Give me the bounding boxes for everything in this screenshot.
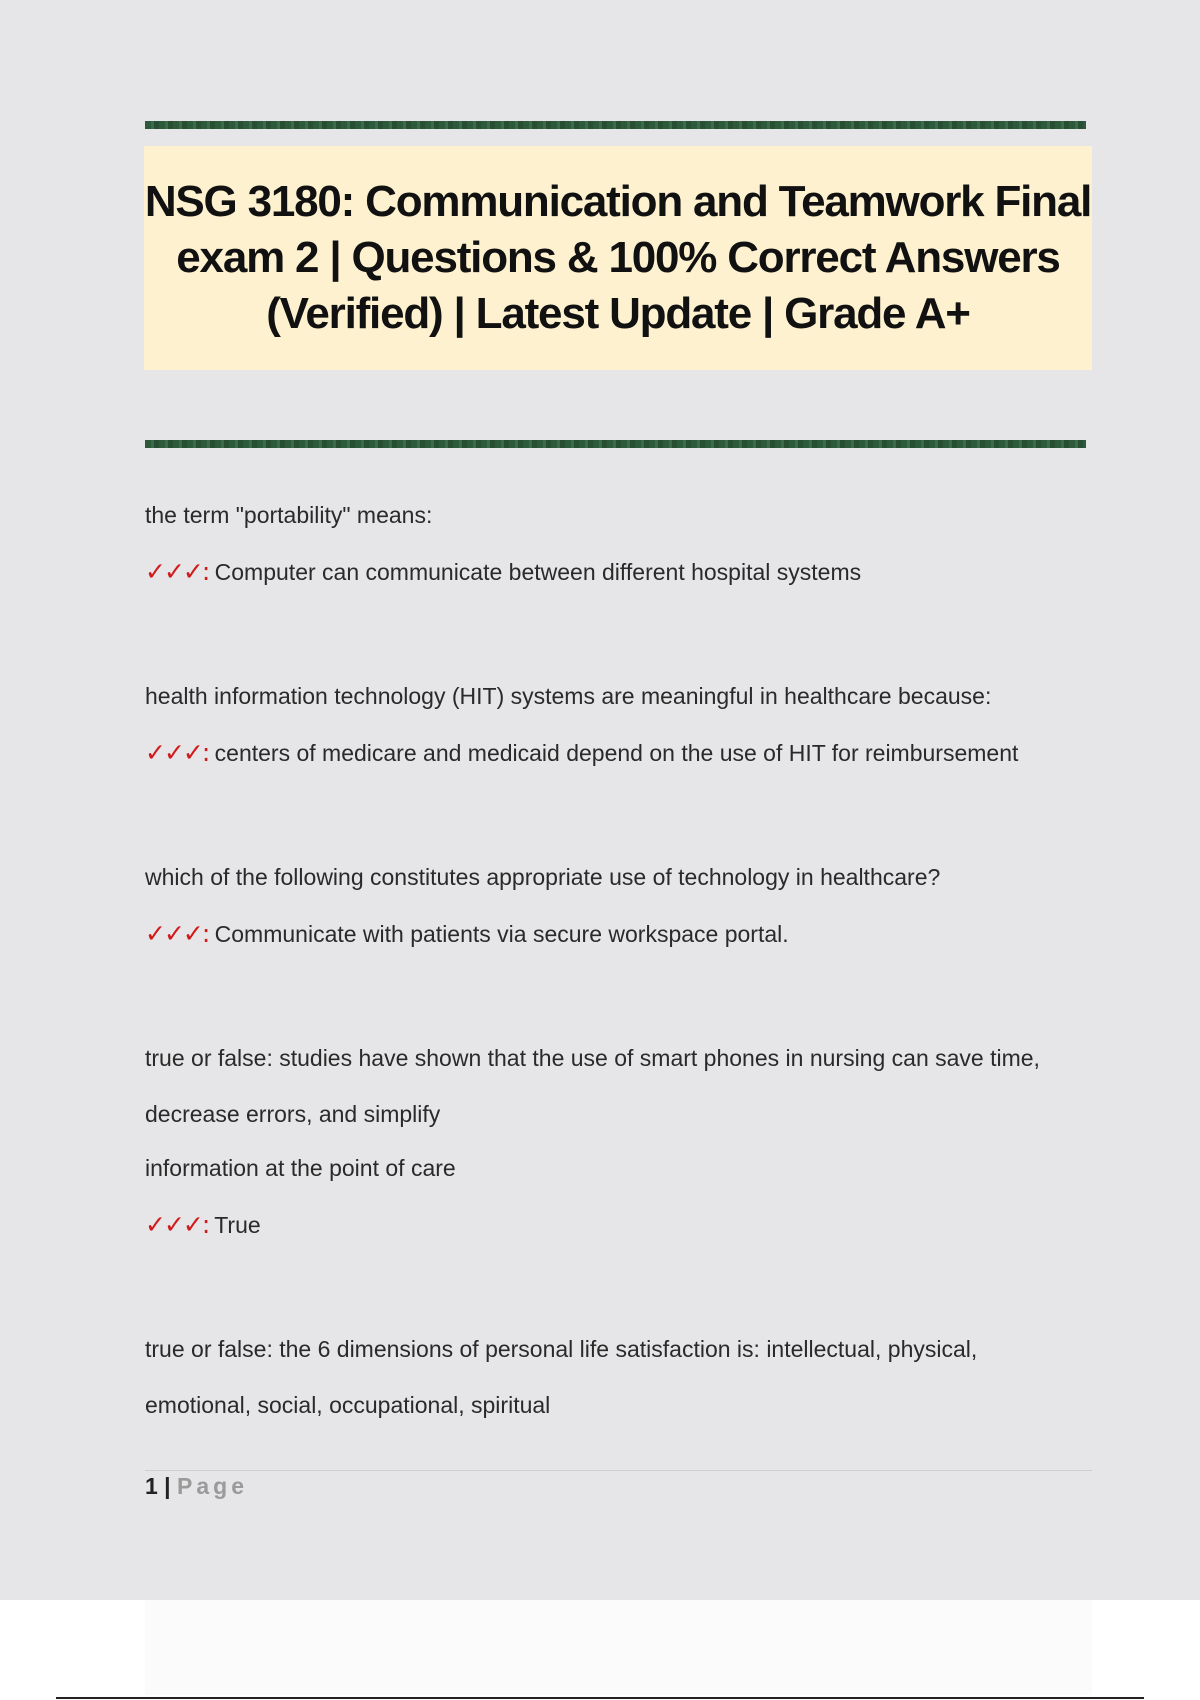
answer-text: centers of medicare and medicaid depend on the use of HIT for reimbursement (208, 740, 1019, 766)
page-separator: | (157, 1473, 178, 1499)
page-number: 1 (145, 1473, 158, 1499)
document-title: NSG 3180: Communication and Teamwork Final exam 2 | Questions & 100% Correct Answers (Verified) | Latest Update | Grade A+ (144, 177, 1092, 338)
answer-line (145, 738, 1095, 768)
qa-item (145, 862, 1095, 949)
answer-text: True (208, 1212, 261, 1238)
checkmark-icon: ✓✓✓: (145, 557, 209, 586)
top-rule (145, 121, 1086, 129)
checkmark-icon: ✓✓✓: (145, 1210, 209, 1239)
question-text: emotional, social, occupational, spiritual (145, 1392, 551, 1418)
question-text: true or false: studies have shown that the use of smart phones in nursing can save time, (145, 1045, 1040, 1071)
answer-line (145, 557, 1095, 587)
qa-item (145, 1334, 1095, 1420)
answer-text: Computer can communicate between different hospital systems (208, 559, 862, 585)
question-text: decrease errors, and simplify (145, 1101, 441, 1127)
qa-content (145, 500, 1095, 1420)
title-highlight (144, 146, 1092, 370)
footer-divider (145, 1470, 1092, 1471)
bottom-rule (145, 440, 1086, 448)
question-text: the term "portability" means: (145, 502, 433, 528)
bottom-edge-line (56, 1697, 1144, 1699)
question-text: which of the following constitutes appropriate use of technology in healthcare? (145, 864, 941, 890)
checkmark-icon: ✓✓✓: (145, 738, 209, 767)
question-text: health information technology (HIT) systems are meaningful in healthcare because: (145, 683, 992, 709)
answer-line (145, 919, 1095, 949)
qa-item (145, 1043, 1095, 1240)
answer-text: Communicate with patients via secure workspace portal. (208, 921, 789, 947)
qa-item (145, 500, 1095, 587)
page-label: Page (177, 1473, 248, 1499)
answer-line (145, 1210, 1095, 1240)
next-page-preview (145, 1600, 1092, 1695)
page-footer (145, 1473, 248, 1500)
qa-item (145, 681, 1095, 768)
question-text: information at the point of care (145, 1155, 456, 1181)
checkmark-icon: ✓✓✓: (145, 919, 209, 948)
question-text: true or false: the 6 dimensions of personal life satisfaction is: intellectual, physical, (145, 1336, 978, 1362)
